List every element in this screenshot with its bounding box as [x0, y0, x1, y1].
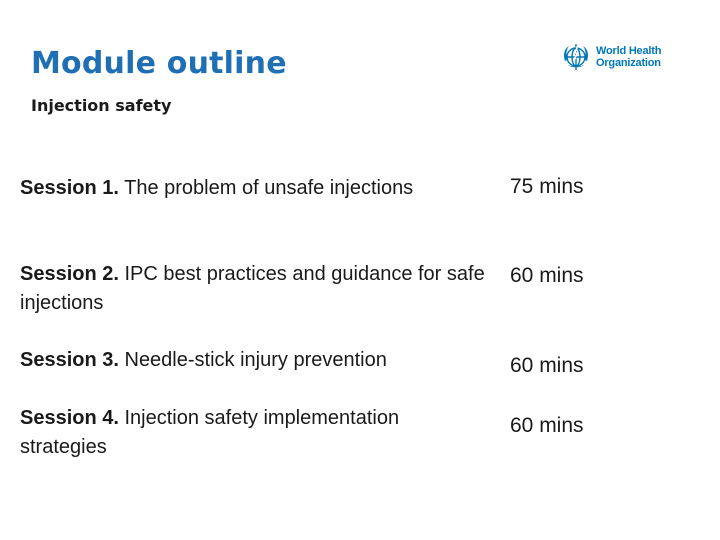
session-2-text: IPC best practices and guidance for safe injections	[20, 263, 485, 314]
session-2-number: Session 2.	[20, 263, 119, 285]
session-3-number: Session 3.	[20, 349, 119, 371]
session-1-title	[20, 174, 490, 203]
session-4-number: Session 4.	[20, 407, 119, 429]
session-2-title	[20, 260, 490, 318]
session-4-title	[20, 404, 490, 462]
who-logo	[560, 40, 670, 74]
page-title: Module outline	[31, 46, 287, 81]
who-logo-text	[596, 45, 661, 69]
who-logo-line2: Organization	[596, 57, 661, 69]
session-1-text: The problem of unsafe injections	[118, 177, 414, 199]
session-3-text: Needle-stick injury prevention	[118, 349, 387, 371]
session-3-duration: 60 mins	[510, 354, 584, 377]
who-emblem-icon	[560, 41, 592, 73]
session-4-text: Injection safety implementation strategies	[20, 407, 400, 458]
session-2-duration: 60 mins	[510, 264, 584, 287]
page-subtitle: Injection safety	[31, 96, 172, 115]
who-logo-line1: World Health	[596, 45, 662, 57]
session-4-duration: 60 mins	[510, 414, 584, 437]
session-1-number: Session 1.	[20, 177, 119, 199]
session-3-title	[20, 346, 490, 375]
session-1-duration: 75 mins	[510, 175, 584, 198]
